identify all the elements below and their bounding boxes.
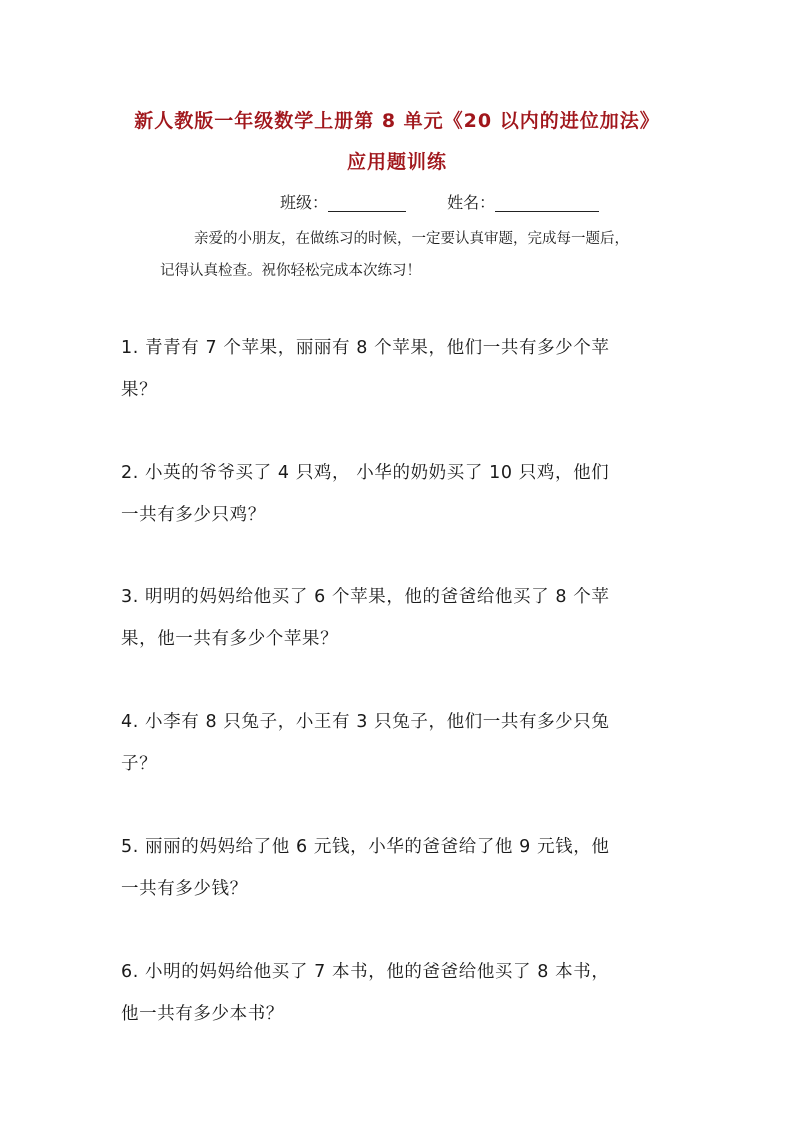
- question-4-line-2: 子？: [121, 754, 158, 774]
- question-1: [121, 327, 681, 411]
- question-3-line-1: 3. 明明的妈妈给他买了 6 个苹果，他的爸爸给他买了 8 个苹: [121, 587, 610, 607]
- intro-text-line-2: 记得认真检查。祝你轻松完成本次练习！: [160, 263, 421, 279]
- name-blank-field[interactable]: [495, 193, 599, 212]
- name-label: 姓名：: [447, 193, 496, 212]
- question-2: [121, 452, 681, 536]
- class-blank-field[interactable]: [328, 193, 406, 212]
- page-subtitle: 应用题训练: [346, 151, 447, 173]
- question-3-line-2: 果，他一共有多少个苹果？: [121, 629, 339, 649]
- intro-text-line-1: 亲爱的小朋友，在做练习的时候，一定要认真审题，完成每一题后，: [194, 231, 629, 247]
- question-4: [121, 701, 681, 785]
- question-2-line-1: 2. 小英的爷爷买了 4 只鸡， 小华的奶奶买了 10 只鸡，他们: [121, 463, 610, 483]
- question-5-line-2: 一共有多少钱？: [121, 879, 248, 899]
- question-2-line-2: 一共有多少只鸡？: [121, 505, 266, 525]
- question-4-line-1: 4. 小李有 8 只兔子，小王有 3 只兔子，他们一共有多少只兔: [121, 712, 610, 732]
- question-6-line-1: 6. 小明的妈妈给他买了 7 本书，他的爸爸给他买了 8 本书，: [121, 962, 610, 982]
- question-1-line-1: 1. 青青有 7 个苹果，丽丽有 8 个苹果，他们一共有多少个苹: [121, 338, 610, 358]
- question-6-line-2: 他一共有多少本书？: [121, 1004, 284, 1024]
- question-6: [121, 951, 681, 1035]
- page-title: 新人教版一年级数学上册第 8 单元《20 以内的进位加法》: [134, 110, 660, 132]
- question-5-line-1: 5. 丽丽的妈妈给了他 6 元钱，小华的爸爸给了他 9 元钱，他: [121, 837, 610, 857]
- question-3: [121, 576, 681, 660]
- question-5: [121, 826, 681, 910]
- student-info-fields: [280, 190, 599, 213]
- class-label: 班级：: [280, 193, 329, 212]
- question-1-line-2: 果？: [121, 380, 158, 400]
